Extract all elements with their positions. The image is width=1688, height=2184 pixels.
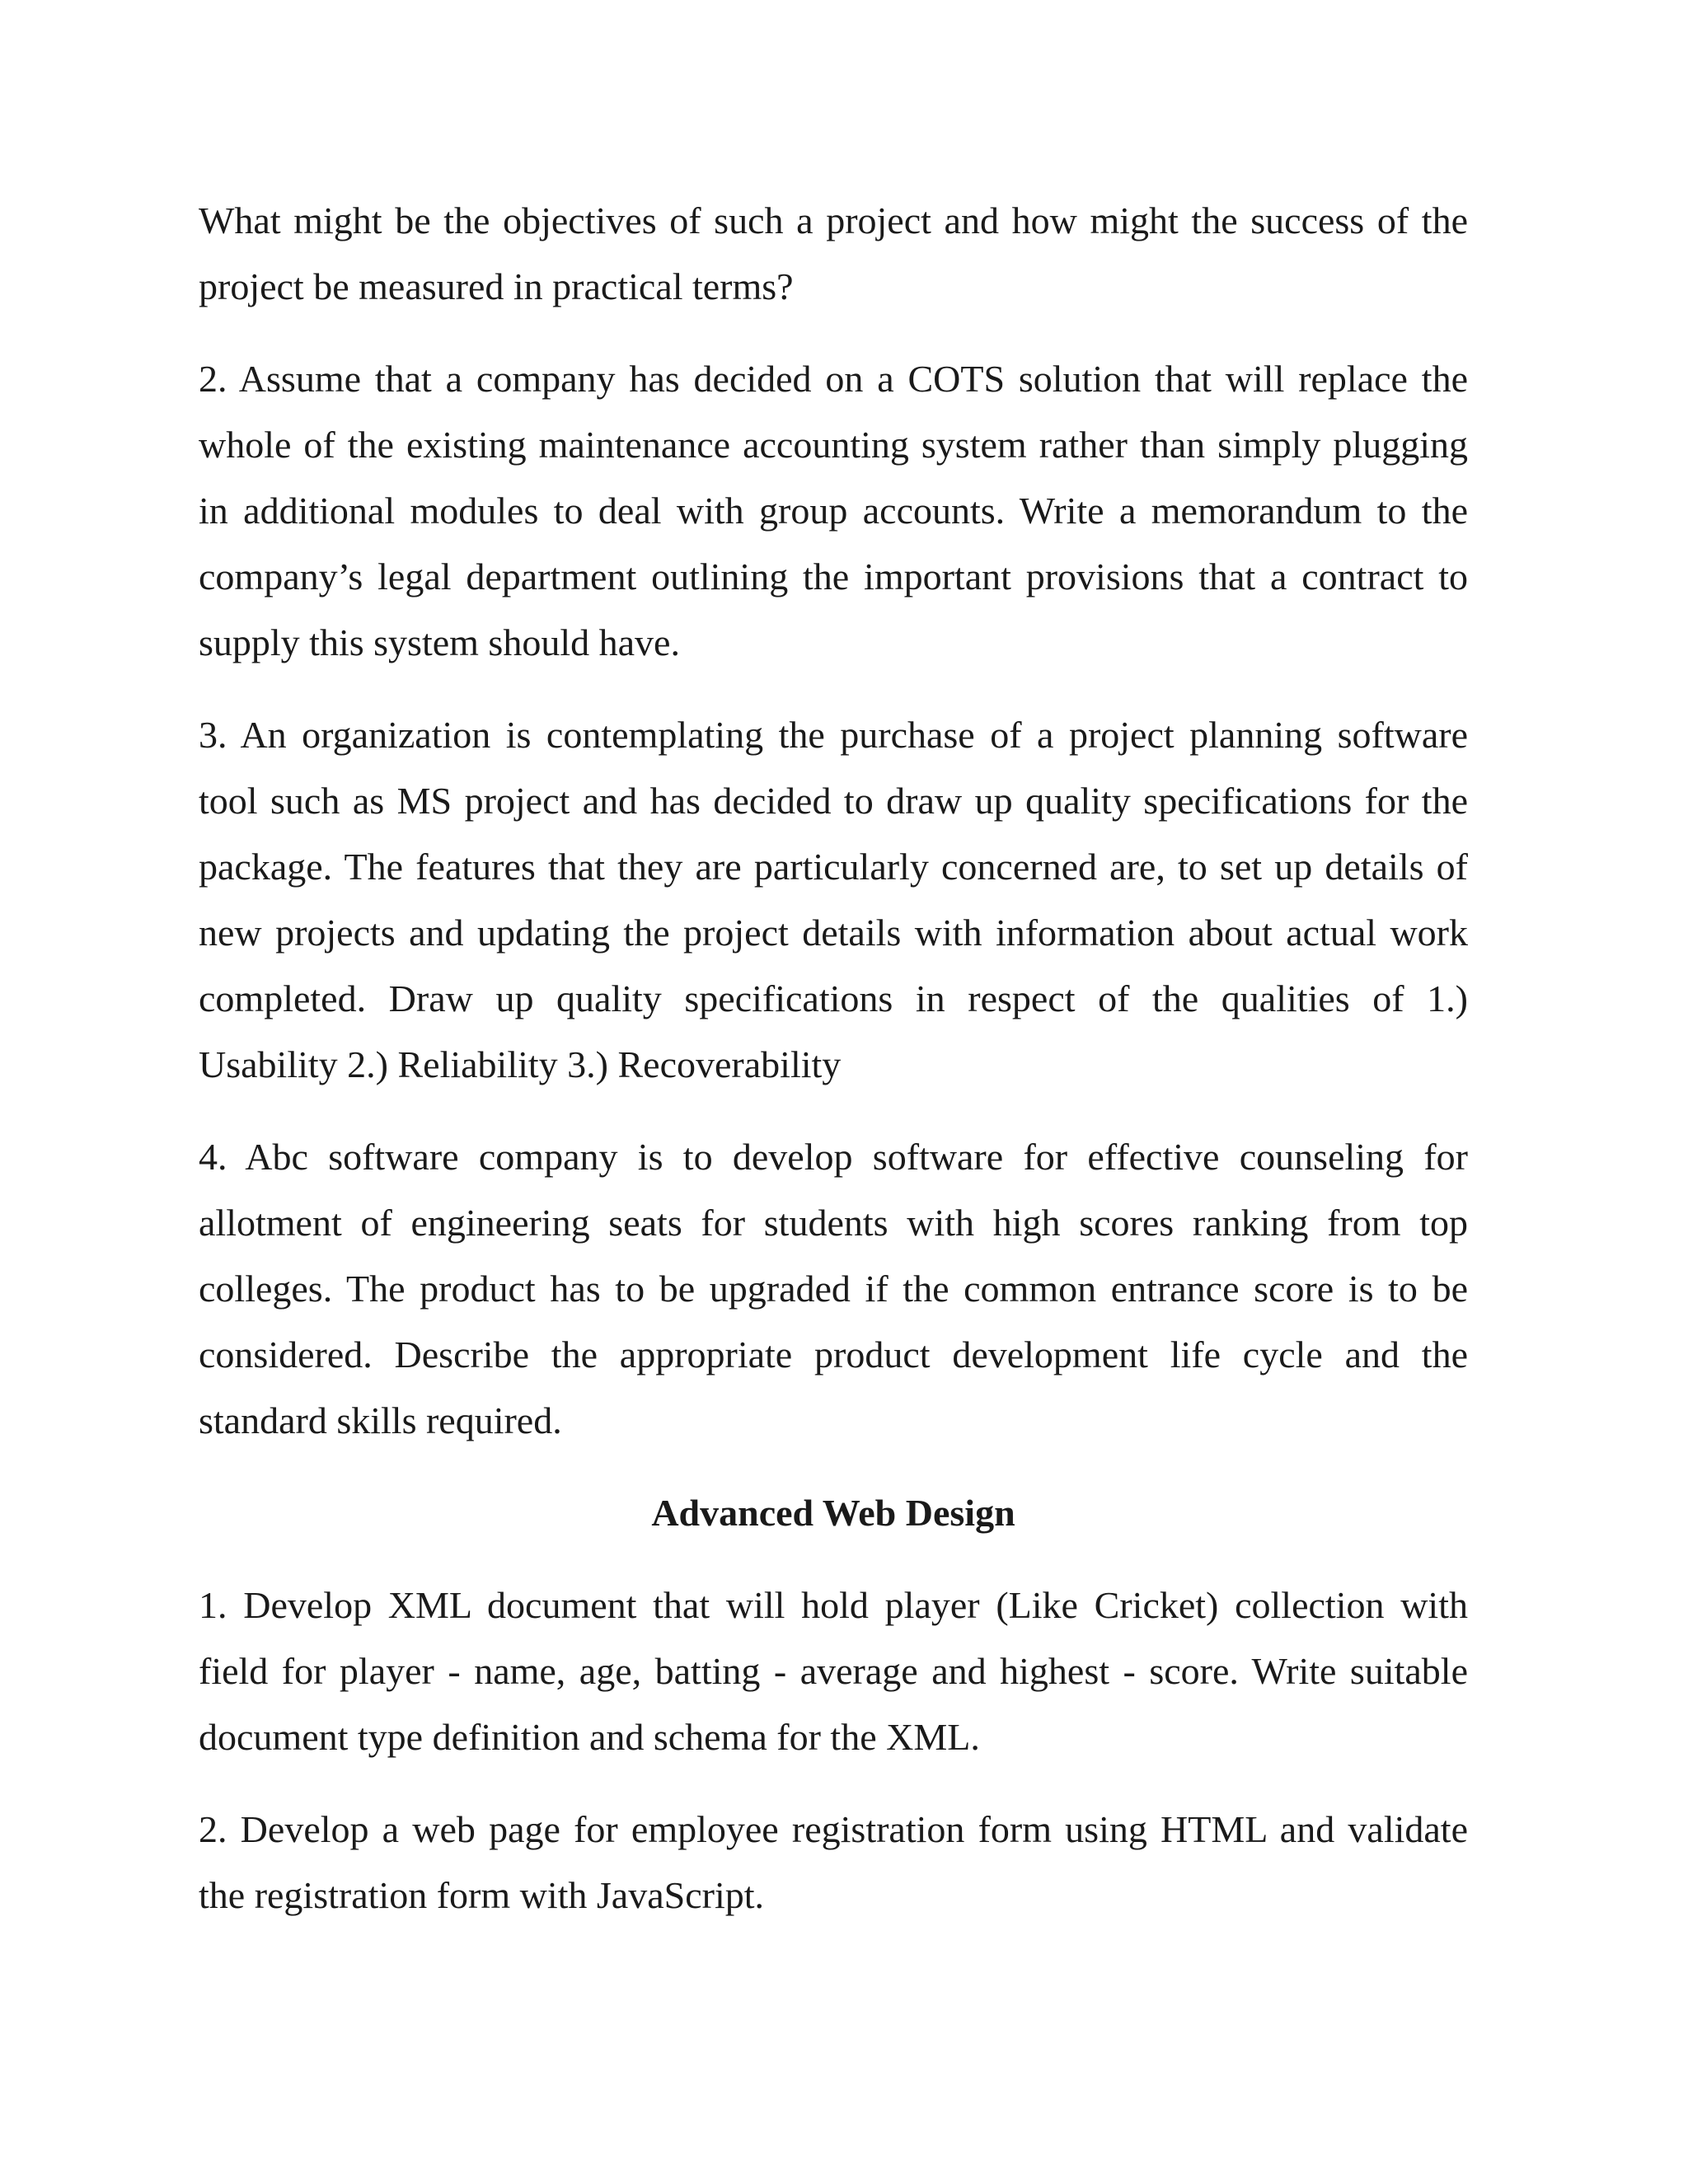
paragraph-question-2-cots: 2. Assume that a company has decided on a COTS solution that will replace the whole of the existing maintenance accounting system rather than simply plugging in additional modules to deal with group accounts. Write a memorandum to the company’s legal department outlining the important provisions that a contract to supply this system should have. [199, 358, 1468, 663]
paragraph-question-4-counseling-software: 4. Abc software company is to develop software for effective counseling for allotment of engineering seats for students with high scores ranking from top colleges. The product has to be upgraded if the common entrance score is to be considered. Describe the appropriate product development life cycle and the standard skills required. [199, 1136, 1468, 1441]
paragraph-objectives-question: What might be the objectives of such a project and how might the success of the project be measured in practical terms? [199, 199, 1468, 307]
paragraph-question-3-quality-specs: 3. An organization is contemplating the purchase of a project planning software tool such as MS project and has decided to draw up quality specifications for the package. The features that they are particularly concerned are, to set up details of new projects and updating the project details with information about actual work completed. Draw up quality specifications in respect of the qualities of 1.) Usability 2.) Reliability 3.) Recoverability [199, 714, 1468, 1085]
section-heading-advanced-web-design: Advanced Web Design [651, 1492, 1015, 1534]
document-body [199, 188, 1468, 1955]
paragraph-web-question-2-registration-form: 2. Develop a web page for employee registration form using HTML and validate the registration form with JavaScript. [199, 1808, 1468, 1916]
paragraph-web-question-1-xml: 1. Develop XML document that will hold player (Like Cricket) collection with field for player - name, age, batting - average and highest - score. Write suitable document type definition and schema for the XML. [199, 1584, 1468, 1758]
